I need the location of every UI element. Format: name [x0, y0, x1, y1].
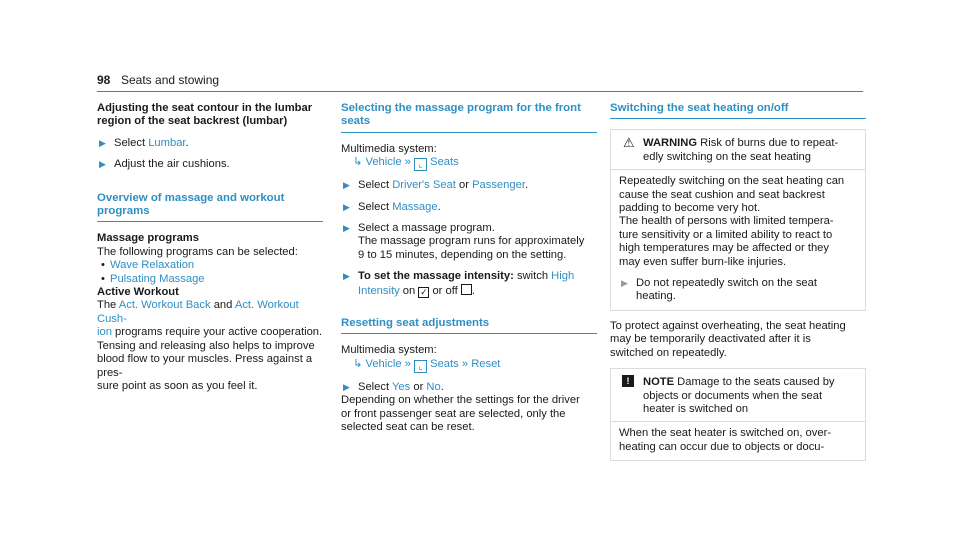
- menu-path: ↳ Vehicle » ⌞ Seats » Reset: [353, 357, 501, 371]
- note-header: ! NOTE Damage to the seats caused by objects or documents when the seat heater is switched on: [619, 376, 857, 416]
- note-box: [610, 368, 866, 461]
- return-arrow-icon: ↳: [353, 357, 363, 370]
- warning-step: ▶ Do not repeatedly switch on the seat heating.: [621, 277, 817, 303]
- multimedia-label: Multimedia system:: [341, 344, 437, 357]
- column-3: [610, 102, 866, 461]
- double-chevron-icon: »: [404, 357, 411, 370]
- double-chevron-icon: »: [461, 357, 469, 370]
- overheat-text: To protect against overheating, the seat heating may be temporarily deactivated after it is switched on repeatedly.: [610, 319, 846, 359]
- note-text: When the seat heater is switched on, over- heating can occur due to objects or docu-: [619, 427, 832, 453]
- step-intensity: ▶ To set the massage intensity: switch High Intensity on ✓ or off .: [343, 270, 575, 297]
- bullet-icon: •: [101, 259, 105, 272]
- warning-triangle-icon: ⚠: [623, 135, 635, 151]
- column-2: [341, 102, 597, 435]
- page-number: 98: [97, 73, 111, 87]
- checkbox-checked-icon: ✓: [420, 286, 428, 297]
- note-exclamation-icon: !: [622, 375, 634, 387]
- program-item: • Wave Relaxation: [101, 259, 195, 272]
- page-header: [97, 71, 863, 92]
- chapter-title: Seats and stowing: [121, 73, 220, 87]
- step-select-massage: ▶ Select Massage.: [343, 200, 441, 213]
- active-workout-text: The Act. Workout Back and Act. Workout Cush- ion programs require your active cooperation. Tensing and releasing also helps to improve blood flow to your muscles. Press against a pres- sure point as soon as you feel it.: [97, 299, 323, 392]
- step-select-seat: ▶ Select Driver's Seat or Passenger.: [343, 179, 529, 192]
- step-arrow-icon: ▶: [343, 180, 350, 191]
- step-select-lumbar: ▶ Select Lumbar.: [99, 136, 189, 149]
- warning-header: ⚠ WARNING Risk of burns due to repeat- edly switching on the seat heating: [623, 135, 839, 163]
- program-item: • Pulsating Massage: [101, 272, 205, 285]
- seat-heating-heading: Switching the seat heating on/off: [610, 102, 866, 119]
- step-arrow-icon: ▶: [343, 201, 350, 212]
- overview-heading: Overview of massage and workout programs: [97, 192, 323, 223]
- step-arrow-icon: ▶: [343, 271, 350, 282]
- multimedia-label: Multimedia system:: [341, 142, 437, 155]
- double-chevron-icon: »: [404, 156, 411, 169]
- programs-intro: The following programs can be selected:: [97, 245, 298, 258]
- bullet-icon: •: [101, 272, 105, 285]
- warning-box: [610, 129, 866, 310]
- select-massage-heading: Selecting the massage program for the front seats: [341, 102, 597, 133]
- lumbar-heading: Adjusting the seat contour in the lumbar region of the seat backrest (lumbar): [97, 102, 313, 128]
- step-arrow-icon: ▶: [621, 278, 628, 289]
- step-arrow-icon: ▶: [99, 159, 106, 170]
- seat-icon: ⌞: [414, 360, 427, 373]
- menu-path: ↳ Vehicle » ⌞ Seats: [353, 156, 459, 170]
- return-arrow-icon: ↳: [353, 156, 363, 169]
- massage-programs-heading: Massage programs: [97, 232, 199, 245]
- step-adjust-cushions: ▶ Adjust the air cushions.: [99, 158, 230, 171]
- step-select-program: ▶ Select a massage program. The massage program runs for approximately 9 to 15 minutes, depending on the setting.: [343, 222, 585, 261]
- warning-text: The health of persons with limited tempera- ture sensitivity or a limited ability to react to high temperatures may be affected or they may even suffer burn-like injuries.: [619, 215, 834, 268]
- step-arrow-icon: ▶: [99, 137, 106, 148]
- active-workout-heading: Active Workout: [97, 286, 179, 299]
- step-confirm-reset: ▶ Select Yes or No.: [343, 380, 444, 393]
- warning-text: Repeatedly switching on the seat heating can cause the seat cushion and seat backrest padding to become very hot.: [619, 175, 845, 215]
- lumbar-link[interactable]: Lumbar: [148, 136, 186, 149]
- step-arrow-icon: ▶: [343, 223, 350, 234]
- seat-icon: ⌞: [414, 158, 427, 171]
- column-1: [97, 102, 323, 393]
- checkbox-empty-icon: [461, 284, 472, 295]
- reset-heading: Resetting seat adjustments: [341, 317, 597, 334]
- step-arrow-icon: ▶: [343, 381, 350, 392]
- reset-note: Depending on whether the settings for the driver or front passenger seat are selected, only the selected seat can be reset.: [341, 394, 580, 434]
